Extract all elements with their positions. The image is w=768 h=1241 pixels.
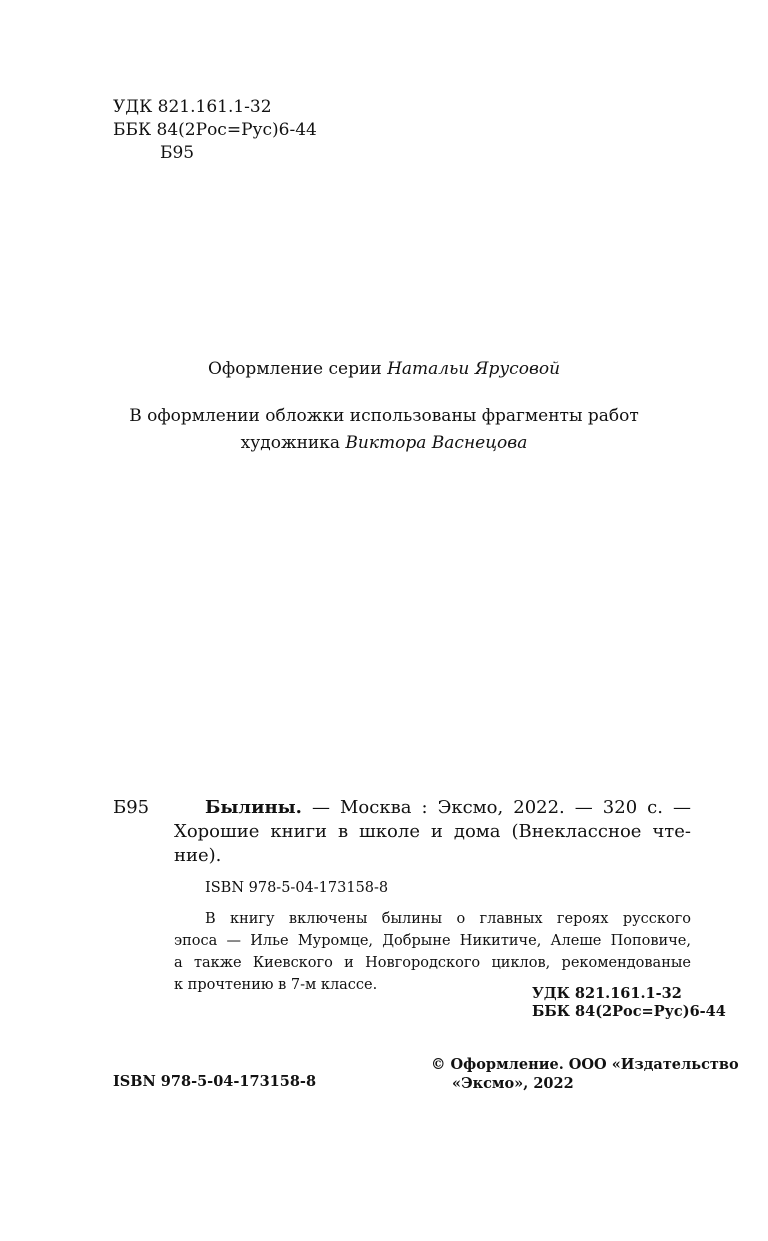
udk-top: УДК 821.161.1-32 (113, 97, 272, 117)
series-design-name: Натальи Ярусовой (387, 359, 561, 379)
card-isbn: ISBN 978-5-04-173158-8 (205, 880, 389, 896)
author-mark-top: Б95 (160, 143, 195, 163)
card-line2 (174, 820, 691, 844)
copyright-line-2: «Эксмо», 2022 (452, 1075, 574, 1092)
copyright-line-1: © Оформление. ООО «Издательство (431, 1056, 739, 1073)
annotation-line-2: эпоса — Илье Муромце, Добрыне Никитиче, Алеше Поповиче, (174, 933, 691, 949)
cover-credit-prefix: художника (240, 433, 341, 453)
annotation-line-4: к прочтению в 7-м классе. (174, 977, 378, 993)
card-bbk: ББК 84(2Рос=Рус)6-44 (532, 1003, 726, 1020)
annotation-line-1: В книгу включены былины о главных героях русского (205, 911, 691, 927)
card-author-mark: Б95 (113, 797, 150, 818)
cover-credit-line1: В оформлении обложки использованы фрагменты работ (129, 406, 639, 426)
book-title: Былины. (205, 797, 302, 818)
annotation-line-3: а также Киевского и Новгородского циклов, рекомендованые (174, 955, 691, 971)
card-series: Хорошие книги в школе и дома (Внеклассное чте- (174, 821, 691, 842)
series-design-prefix: Оформление серии (207, 359, 382, 379)
card-line1 (205, 796, 691, 820)
cover-credit-line2 (0, 428, 768, 458)
card-line3: ние). (174, 845, 222, 866)
series-design-credit (0, 354, 768, 384)
card-udk: УДК 821.161.1-32 (532, 985, 682, 1002)
bbk-top: ББК 84(2Рос=Рус)6-44 (113, 120, 317, 140)
card-imprint: — Москва : Эксмо, 2022. — 320 с. — (311, 797, 691, 818)
footer-isbn: ISBN 978-5-04-173158-8 (113, 1073, 317, 1090)
cover-credit-artist: Виктора Васнецова (345, 433, 528, 453)
